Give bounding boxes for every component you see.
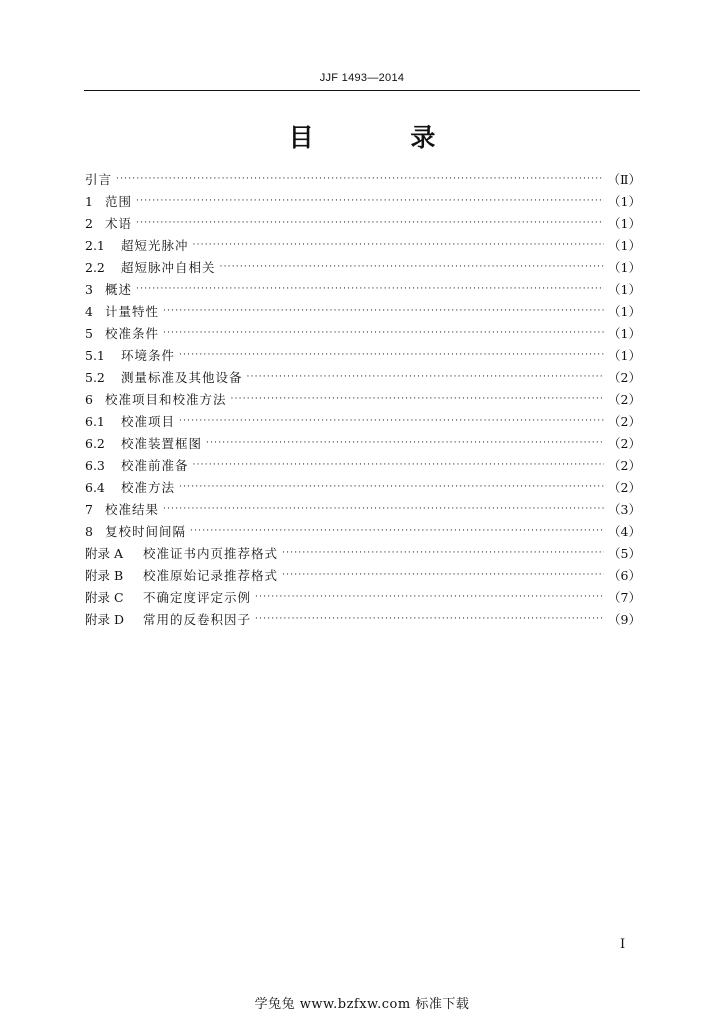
toc-entry-page: （2） bbox=[608, 392, 641, 407]
toc-entry-number: 2 bbox=[85, 216, 93, 231]
toc-leader-dots bbox=[206, 432, 604, 454]
page-title: 目 录 bbox=[288, 123, 480, 152]
toc-entry-page: （3） bbox=[608, 502, 641, 517]
page-number: I bbox=[620, 937, 626, 952]
toc-entry-number: 附录 D bbox=[85, 612, 124, 627]
toc-entry-number: 8 bbox=[85, 524, 93, 539]
toc-leader-dots bbox=[163, 322, 604, 344]
toc-entry-title: 校准结果 bbox=[105, 502, 160, 517]
toc-entry-page: （2） bbox=[608, 480, 641, 495]
toc-entry[interactable] bbox=[85, 169, 641, 191]
toc-entry[interactable] bbox=[85, 367, 641, 389]
toc-leader-dots bbox=[163, 300, 604, 322]
toc-entry[interactable] bbox=[85, 411, 641, 433]
toc-entry-title: 校准装置框图 bbox=[121, 436, 203, 451]
toc-entry-page: （5） bbox=[608, 546, 641, 561]
toc-entry-number: 附录 C bbox=[85, 590, 124, 605]
toc-entry[interactable] bbox=[85, 609, 641, 631]
toc-entry-number: 6 bbox=[85, 392, 93, 407]
footer-watermark: 学兔兔 www.bzfxw.com 标准下载 bbox=[254, 997, 470, 1012]
toc-entry[interactable] bbox=[85, 521, 641, 543]
toc-entry-number: 5.2 bbox=[85, 370, 105, 385]
toc-entry-number: 2.1 bbox=[85, 238, 105, 253]
toc-entry-page: （4） bbox=[608, 524, 641, 539]
toc-entry[interactable] bbox=[85, 213, 641, 235]
toc-entry-title: 概述 bbox=[105, 282, 133, 297]
toc-entry-number: 附录 B bbox=[85, 568, 124, 583]
toc-entry[interactable] bbox=[85, 279, 641, 301]
toc-entry-page: （2） bbox=[608, 370, 641, 385]
toc-entry-page: （1） bbox=[608, 194, 641, 209]
toc-entry-title: 测量标准及其他设备 bbox=[121, 370, 243, 385]
table-of-contents bbox=[85, 169, 641, 631]
toc-entry[interactable] bbox=[85, 477, 641, 499]
toc-leader-dots bbox=[179, 344, 604, 366]
toc-entry[interactable] bbox=[85, 455, 641, 477]
document-code: JJF 1493—2014 bbox=[319, 72, 405, 84]
toc-leader-dots bbox=[136, 212, 604, 234]
toc-entry-number: 2.2 bbox=[85, 260, 105, 275]
toc-leader-dots bbox=[231, 388, 605, 410]
toc-entry-title: 超短光脉冲 bbox=[121, 238, 189, 253]
toc-entry[interactable] bbox=[85, 235, 641, 257]
toc-entry-page: （1） bbox=[608, 304, 641, 319]
toc-leader-dots bbox=[282, 564, 604, 586]
toc-entry-title: 校准项目 bbox=[121, 414, 176, 429]
toc-leader-dots bbox=[282, 542, 604, 564]
toc-entry-title: 超短脉冲自相关 bbox=[121, 260, 216, 275]
toc-entry-number: 5.1 bbox=[85, 348, 105, 363]
toc-leader-dots bbox=[116, 168, 603, 190]
toc-entry[interactable] bbox=[85, 323, 641, 345]
toc-entry-page: （9） bbox=[608, 612, 641, 627]
toc-entry-title: 校准证书内页推荐格式 bbox=[143, 546, 279, 561]
toc-leader-dots bbox=[193, 234, 605, 256]
toc-entry-number: 6.4 bbox=[85, 480, 105, 495]
toc-entry-number: 附录 A bbox=[85, 546, 124, 561]
toc-entry-title: 计量特性 bbox=[105, 304, 160, 319]
toc-leader-dots bbox=[163, 498, 604, 520]
toc-entry-title: 校准项目和校准方法 bbox=[105, 392, 227, 407]
toc-entry-number: 7 bbox=[85, 502, 93, 517]
toc-entry-number: 6.3 bbox=[85, 458, 105, 473]
toc-entry-title: 不确定度评定示例 bbox=[143, 590, 252, 605]
toc-entry[interactable] bbox=[85, 257, 641, 279]
toc-entry-title: 校准原始记录推荐格式 bbox=[143, 568, 279, 583]
toc-leader-dots bbox=[179, 410, 604, 432]
toc-entry-title: 环境条件 bbox=[121, 348, 176, 363]
toc-entry-title: 术语 bbox=[105, 216, 133, 231]
toc-leader-dots bbox=[255, 608, 604, 630]
toc-entry-title: 校准前准备 bbox=[121, 458, 189, 473]
toc-entry[interactable] bbox=[85, 543, 641, 565]
toc-entry-page: （2） bbox=[608, 414, 641, 429]
toc-leader-dots bbox=[136, 278, 604, 300]
toc-leader-dots bbox=[136, 190, 604, 212]
toc-entry-page: （1） bbox=[608, 348, 641, 363]
toc-entry-title: 校准方法 bbox=[121, 480, 176, 495]
toc-entry-title: 常用的反卷积因子 bbox=[143, 612, 252, 627]
toc-leader-dots bbox=[193, 454, 605, 476]
toc-entry-number: 3 bbox=[85, 282, 93, 297]
toc-entry-number: 4 bbox=[85, 304, 93, 319]
toc-entry-page: （1） bbox=[608, 260, 641, 275]
toc-leader-dots bbox=[190, 520, 604, 542]
toc-entry-page: （1） bbox=[608, 216, 641, 231]
toc-entry-title: 复校时间间隔 bbox=[105, 524, 187, 539]
toc-entry[interactable] bbox=[85, 389, 641, 411]
toc-entry[interactable] bbox=[85, 587, 641, 609]
toc-entry[interactable] bbox=[85, 191, 641, 213]
toc-entry-page: （2） bbox=[608, 458, 641, 473]
toc-entry[interactable] bbox=[85, 433, 641, 455]
toc-entry-page: （1） bbox=[608, 326, 641, 341]
toc-leader-dots bbox=[247, 366, 605, 388]
header-rule bbox=[84, 90, 640, 91]
toc-leader-dots bbox=[179, 476, 604, 498]
toc-entry[interactable] bbox=[85, 499, 641, 521]
toc-entry-number: 6.1 bbox=[85, 414, 105, 429]
toc-entry-number: 1 bbox=[85, 194, 93, 209]
toc-entry[interactable] bbox=[85, 565, 641, 587]
toc-leader-dots bbox=[255, 586, 604, 608]
toc-entry-page: （7） bbox=[608, 590, 641, 605]
toc-entry[interactable] bbox=[85, 345, 641, 367]
toc-leader-dots bbox=[220, 256, 605, 278]
toc-entry-number: 6.2 bbox=[85, 436, 105, 451]
toc-entry-page: （1） bbox=[608, 238, 641, 253]
toc-entry-title: 校准条件 bbox=[105, 326, 160, 341]
toc-entry-page: （2） bbox=[608, 436, 641, 451]
toc-entry-page: （1） bbox=[608, 282, 641, 297]
toc-entry-page: （Ⅱ） bbox=[607, 172, 641, 187]
toc-entry-title: 引言 bbox=[85, 172, 113, 187]
toc-entry-title: 范围 bbox=[105, 194, 133, 209]
toc-entry[interactable] bbox=[85, 301, 641, 323]
toc-entry-page: （6） bbox=[608, 568, 641, 583]
toc-entry-number: 5 bbox=[85, 326, 93, 341]
